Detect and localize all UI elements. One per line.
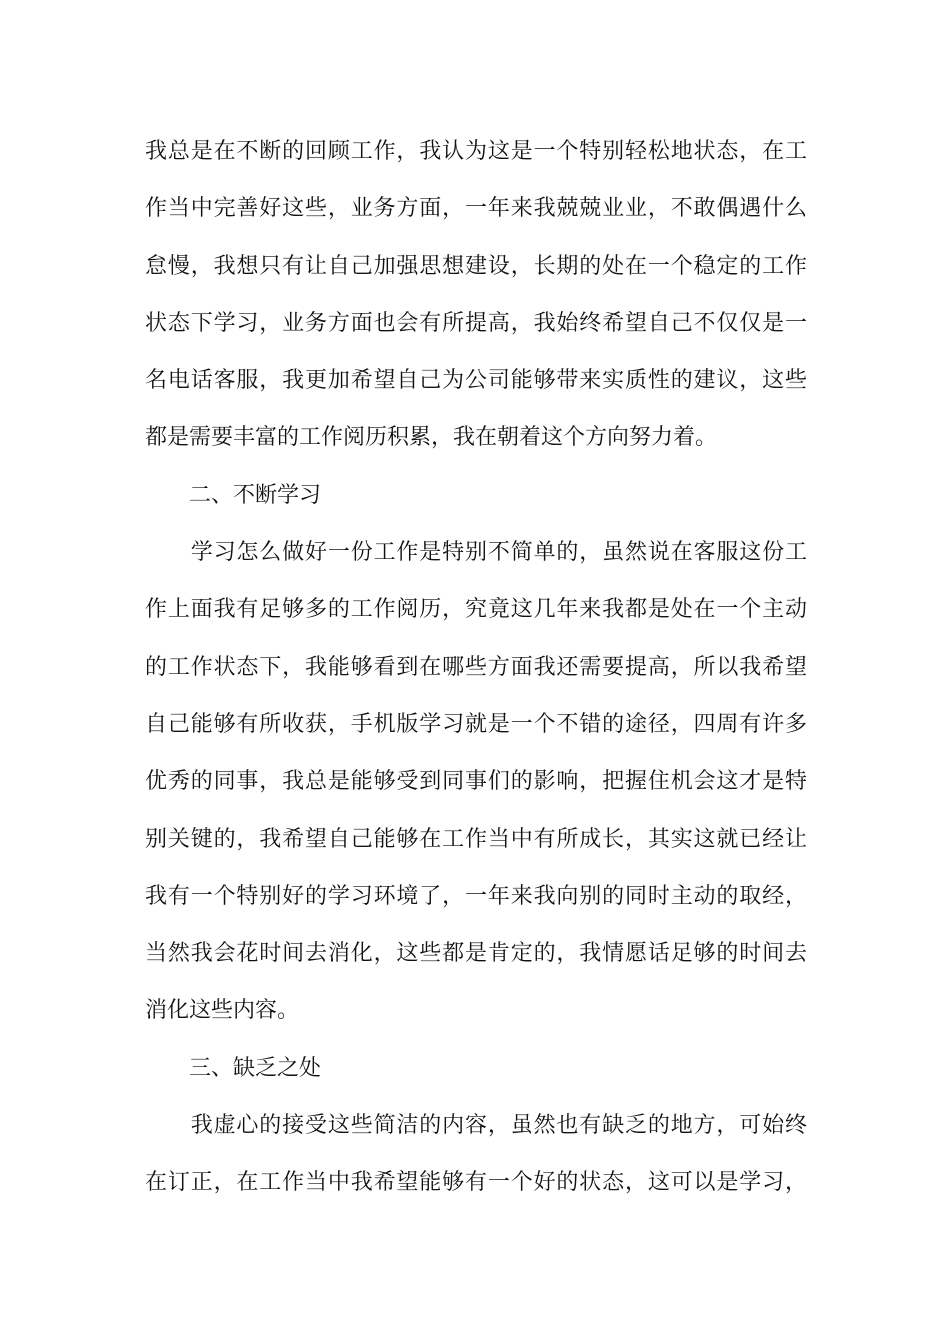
text-line: 作上面我有足够多的工作阅历，究竟这几年来我都是处在一个主动 (145, 597, 807, 623)
text-line: 名电话客服，我更加希望自己为公司能够带来实质性的建议，这些 (145, 368, 807, 394)
section-heading: 二、不断学习 (145, 482, 322, 508)
text-line: 作当中完善好这些，业务方面，一年来我兢兢业业，不敢偶遇什么 (145, 196, 807, 222)
text-line: 都是需要丰富的工作阅历积累，我在朝着这个方向努力着。 (145, 425, 718, 451)
section-heading: 三、缺乏之处 (145, 1055, 322, 1081)
text-line: 状态下学习，业务方面也会有所提高，我始终希望自己不仅仅是一 (145, 310, 807, 336)
text-line: 别关键的，我希望自己能够在工作当中有所成长，其实这就已经让 (145, 826, 807, 852)
text-line: 消化这些内容。 (145, 998, 300, 1024)
text-line: 当然我会花时间去消化，这些都是肯定的，我情愿话足够的时间去 (145, 941, 807, 967)
text-line: 在订正，在工作当中我希望能够有一个好的状态，这可以是学习， (145, 1170, 807, 1196)
text-line: 我总是在不断的回顾工作，我认为这是一个特别轻松地状态，在工 (145, 139, 807, 164)
text-line: 优秀的同事，我总是能够受到同事们的影响，把握住机会这才是特 (145, 769, 807, 795)
document-body (145, 128, 807, 1217)
text-line: 我有一个特别好的学习环境了，一年来我向别的同时主动的取经， (145, 883, 807, 909)
text-line: 的工作状态下，我能够看到在哪些方面我还需要提高，所以我希望 (145, 654, 807, 680)
text-line: 自己能够有所收获，手机版学习就是一个不错的途径，四周有许多 (145, 711, 807, 737)
text-line: 我虚心的接受这些简洁的内容，虽然也有缺乏的地方，可始终 (145, 1113, 807, 1139)
text-line: 学习怎么做好一份工作是特别不简单的，虽然说在客服这份工 (145, 540, 807, 566)
text-line: 怠慢，我想只有让自己加强思想建设，长期的处在一个稳定的工作 (145, 253, 807, 279)
